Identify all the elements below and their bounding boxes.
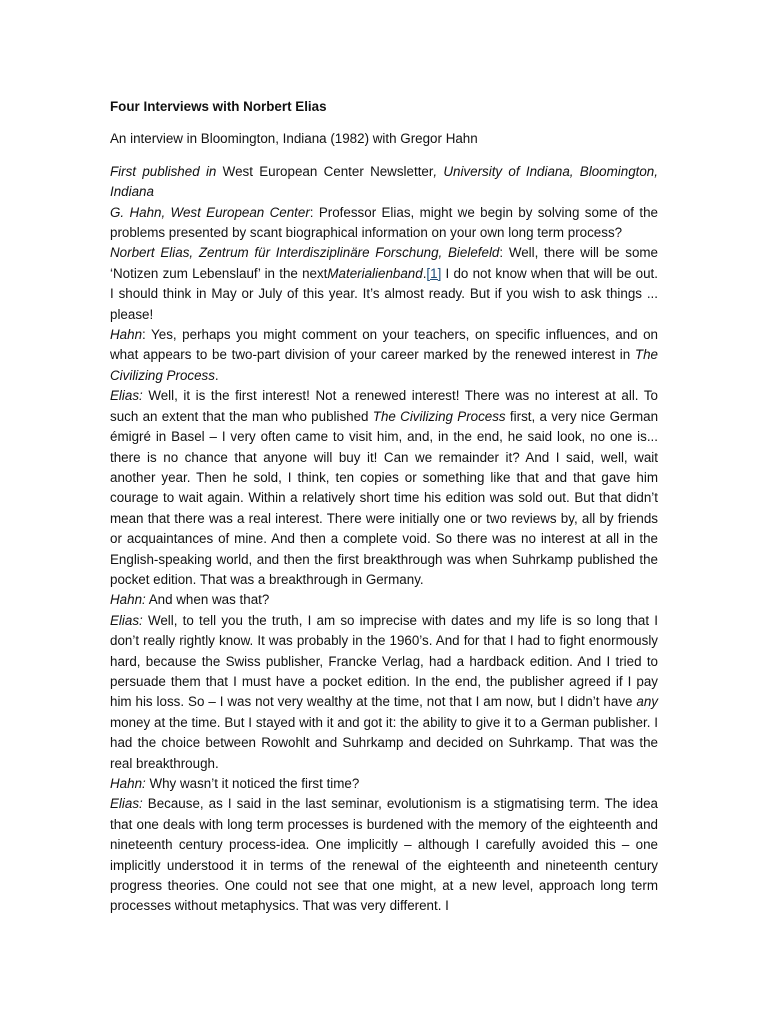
document-page <box>110 97 658 917</box>
book-title: Materialienband <box>327 265 423 281</box>
document-title: Four Interviews with Norbert Elias <box>110 99 327 114</box>
paragraph-8 <box>110 794 658 916</box>
paragraph-text: : Yes, perhaps you might comment on your teachers, on specific influences, and on what appears to be two-part division of your career marked by the renewed interest in <box>110 327 658 363</box>
speaker-label: Hahn <box>110 327 143 343</box>
paragraph-text: : Professor Elias, might we begin by solving some of the problems presented by scant biographical information on your own long term process? <box>110 204 658 241</box>
speaker-label: Elias: <box>110 612 143 628</box>
book-title: The Civilizing Process <box>372 408 506 424</box>
paragraph-2 <box>110 243 658 325</box>
publication-suffix: , University of Indiana, Bloomington, Indiana <box>110 163 658 200</box>
document-subtitle: An interview in Bloomington, Indiana (1982) with Gregor Hahn <box>110 131 478 147</box>
paragraph-6 <box>110 611 658 774</box>
speaker-label: Elias: <box>110 796 143 812</box>
paragraph-text: Why wasn’t it noticed the first time? <box>145 776 360 791</box>
paragraph-text: I do not know when that will be out. I should think in May or July of this year. It’s almost ready. But if you wish to ask things ... please! <box>110 265 658 322</box>
paragraph-7 <box>110 774 658 794</box>
paragraph-text: Well, to tell you the truth, I am so imprecise with dates and my life is so long that I don’t really rightly know. It was probably in the 1960’s. And for that I had to fight enormously hard, because the Swiss publisher, Francke Verlag, had a hardback edition. And I tried to persuade them that I must have a pocket edition. In the end, the publisher agreed if I pay him his loss. So – I was not very wealthy at the time, not that I am now, but I didn’t have <box>110 612 658 710</box>
book-title: The Civilizing Process <box>110 347 658 383</box>
speaker-label: Elias: <box>110 388 143 404</box>
paragraph-1 <box>110 203 658 244</box>
publication-venue: West European Center Newsletter <box>222 163 434 179</box>
paragraph-text: Well, it is the first interest! Not a renewed interest! There was no interest at all. To such an extent that the man who published <box>110 388 658 424</box>
emphasis: any <box>636 694 658 710</box>
paragraph-text: . <box>214 367 219 383</box>
speaker-label: Norbert Elias, Zentrum für Interdisziplinäre Forschung, Bielefeld <box>110 245 500 261</box>
paragraph-text: And when was that? <box>145 592 270 608</box>
footnote-link[interactable]: [1] <box>426 265 442 281</box>
paragraph-4 <box>110 386 658 590</box>
speaker-label: Hahn: <box>110 592 146 608</box>
speaker-label: Hahn: <box>110 776 146 791</box>
paragraph-3 <box>110 325 658 386</box>
paragraph-text: money at the time. But I stayed with it and got it: the ability to give it to a German publisher. I had the choice between Rowohlt and Suhrkamp and decided on Suhrkamp. That was the real breakthrough. <box>110 714 658 771</box>
paragraph-text: : Well, there will be some ‘Notizen zum Lebenslauf’ in the next <box>110 245 658 281</box>
speaker-label: G. Hahn, West European Center <box>110 204 310 220</box>
paragraph-text: first, a very nice German émigré in Basel – I very often came to visit him, and, in the end, he said look, no one is... there is no chance that anyone will buy it! Can we remainder it? And I said, well, wait another year. Then he sold, I think, ten copies or something like that and that gave him courage to wait again. Within a relatively short time his edition was sold out. But that didn’t mean that there was a real interest. There were initially one or two reviews by, all by friends or acquaintances of mine. And then a complete void. So there was no interest at all in the English-speaking world, and then the first breakthrough was when Suhrkamp published the pocket edition. That was a breakthrough in Germany. <box>110 408 659 587</box>
publication-note <box>110 162 658 203</box>
paragraph-text: . <box>422 265 427 281</box>
paragraph-text: Because, as I said in the last seminar, evolutionism is a stigmatising term. The idea that one deals with long term processes is burdened with the memory of the eighteenth and nineteenth century process-idea. One implicitly – although I carefully avoided this – one implicitly understood it in terms of the renewal of the eighteenth and nineteenth century progress theories. One could not see that one might, at a new level, approach long term processes without metaphysics. That was very different. I <box>110 796 658 914</box>
paragraph-5 <box>110 590 658 610</box>
publication-prefix: First published in <box>110 163 217 179</box>
